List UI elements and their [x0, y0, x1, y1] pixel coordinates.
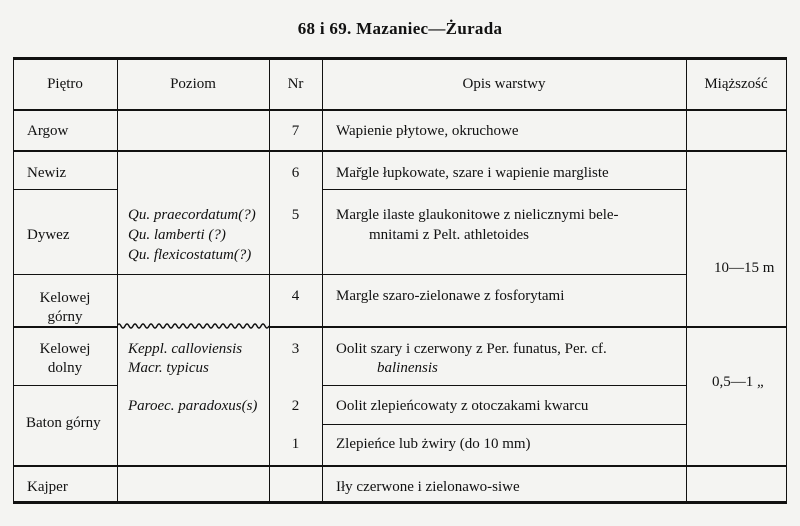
section-rule — [269, 326, 787, 328]
layer-description-cont: balinensis — [377, 360, 438, 376]
thickness-upper: 10—15 m — [714, 260, 775, 276]
row-rule — [13, 385, 117, 386]
stage-baton-gorny: Baton górny — [26, 415, 101, 431]
wavy-boundary-line — [117, 321, 269, 331]
col-divider — [322, 57, 323, 504]
stage-kajper: Kajper — [27, 479, 68, 495]
section-rule — [13, 465, 787, 467]
level-praecordatum: Qu. praecordatum(?) — [128, 207, 256, 223]
layer-description: Wapienie płytowe, okruchowe — [336, 123, 519, 139]
header-poziom: Poziom — [170, 76, 216, 92]
row-rule — [322, 424, 686, 425]
layer-nr: 4 — [291, 288, 300, 304]
page-title: 68 i 69. Mazaniec—Żurada — [297, 19, 503, 38]
row-rule — [13, 274, 686, 275]
layer-nr: 7 — [291, 123, 300, 139]
layer-nr: 3 — [291, 341, 300, 357]
layer-description: Oolit zlepieńcowaty z otoczakami kwarcu — [336, 398, 589, 414]
stage-kelowej-dolny: Kelowej — [39, 341, 91, 357]
layer-description: Zlepieńce lub żwiry (do 10 mm) — [336, 436, 531, 452]
layer-description: Oolit szary i czerwony z Per. funatus, Per. cf. — [336, 341, 607, 357]
header-opis: Opis warstwy — [462, 76, 546, 92]
row-rule — [13, 189, 117, 190]
header-miazszosc: Miąższość — [704, 76, 768, 92]
header-pietro: Piętro — [47, 76, 83, 92]
layer-description: Iły czerwone i zielonawo-siwe — [336, 479, 520, 495]
layer-description: Margle ilaste glaukonitowe z nielicznymi bele- — [336, 207, 619, 223]
layer-description: Mar̆gle łupkowate, szare i wapienie margliste — [336, 165, 609, 181]
table-border-left — [13, 57, 14, 504]
stage-dywez: Dywez — [27, 227, 70, 243]
col-divider — [117, 57, 118, 504]
stage-argow: Argow — [27, 123, 69, 139]
stage-kelowej-gorny: górny — [47, 309, 83, 325]
table-border-right — [786, 57, 787, 504]
stage-newiz: Newiz — [27, 165, 67, 181]
layer-description-text: mnitami z Pelt. athletoides — [369, 227, 529, 243]
thickness-lower: 0,5—1 „ — [712, 374, 764, 390]
level-lamberti: Qu. lamberti (?) — [128, 227, 226, 243]
layer-nr: 6 — [291, 165, 300, 181]
layer-description-cont — [369, 225, 529, 245]
stage-kelowej-gorny: Kelowej — [39, 290, 91, 306]
layer-description: Margle szaro-zielonawe z fosforytami — [336, 288, 565, 304]
level-paradoxus: Paroec. paradoxus(s) — [128, 398, 258, 414]
level-flexicostatum: Qu. flexicostatum(?) — [128, 247, 252, 263]
row-rule — [322, 189, 686, 190]
level-calloviensis: Keppl. calloviensis — [128, 341, 243, 357]
stage-kelowej-dolny: dolny — [47, 360, 83, 376]
header-rule — [13, 109, 787, 111]
layer-nr: 2 — [291, 398, 300, 414]
section-rule — [13, 150, 787, 152]
layer-nr: 5 — [291, 207, 300, 223]
col-divider — [686, 57, 687, 504]
row-rule — [322, 385, 686, 386]
header-nr: Nr — [287, 76, 304, 92]
level-typicus: Macr. typicus — [128, 360, 209, 376]
layer-nr: 1 — [291, 436, 300, 452]
